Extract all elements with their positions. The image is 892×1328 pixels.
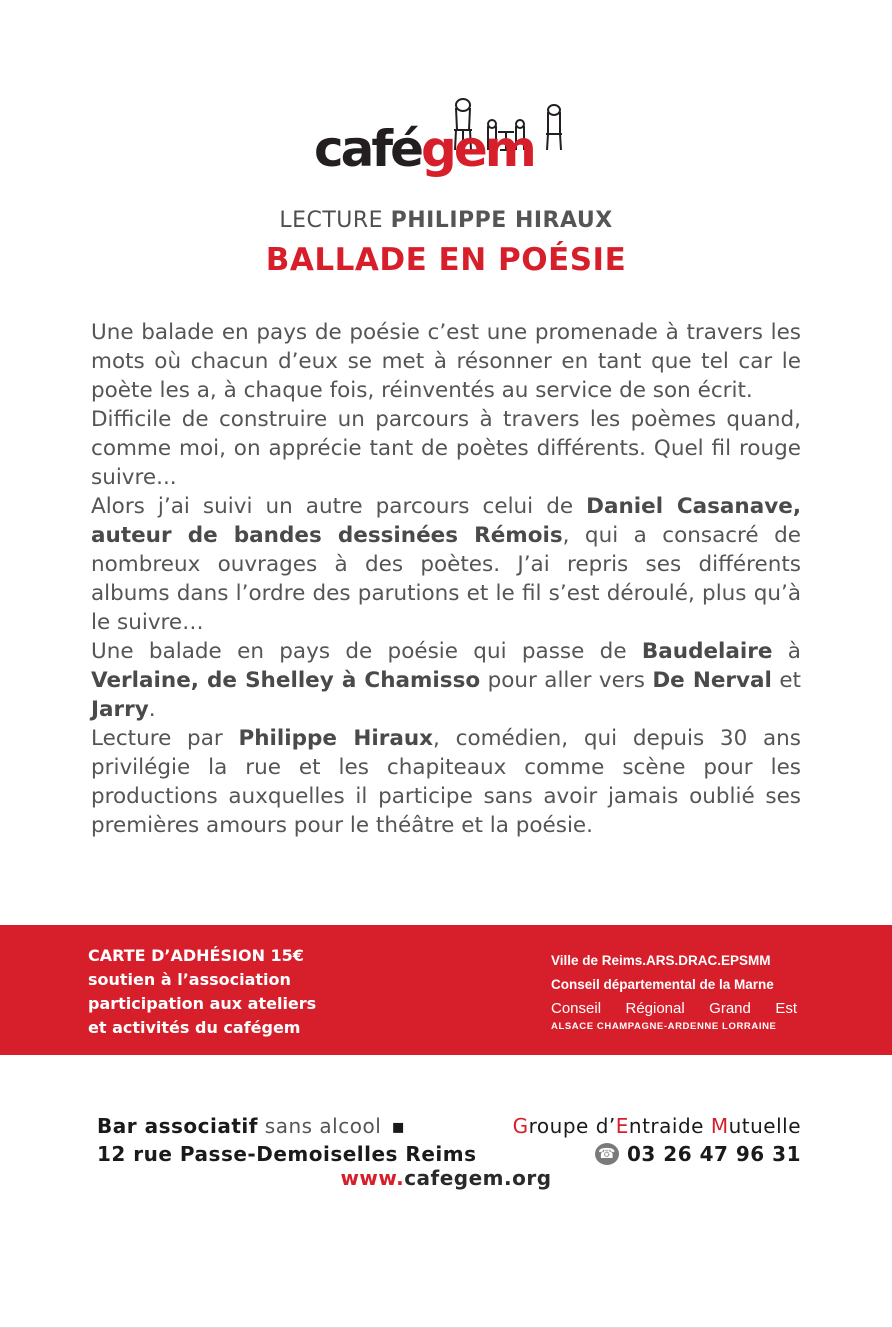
membership-line: soutien à l’association <box>88 970 291 989</box>
p4-text: et <box>771 668 801 693</box>
gem-word: utuelle <box>728 1114 801 1138</box>
gem-initial: G <box>512 1114 529 1138</box>
p5-text-end: , comédien, qui depuis 30 ans privilégie la rue et les chapiteaux comme scène pour les productions auxquelles il participe sans avoir jamais oublié ses premières amours pour le théâtre et la poésie. <box>91 726 801 838</box>
gem-initial: E <box>615 1114 629 1138</box>
paragraph-2: Difficile de construire un parcours à travers les poèmes quand, comme moi, on apprécie tant de poètes différents. Quel fil rouge suivre... <box>91 407 801 490</box>
subtitle-name: PHILIPPE HIRAUX <box>390 208 613 233</box>
sponsor-line-1: Ville de Reims.ARS.DRAC.EPSMM <box>551 953 771 968</box>
sponsor-word: Régional <box>625 1000 685 1017</box>
p4-bold-verlaine: Verlaine, de Shelley à Chamisso <box>91 668 481 693</box>
membership-line: participation aux ateliers <box>88 994 317 1013</box>
phone-contact <box>595 1142 801 1166</box>
footer-info <box>97 1112 801 1168</box>
p3-text: Alors j’ai suivi un autre parcours celui de <box>91 494 587 519</box>
p5-bold-name: Philippe Hiraux <box>238 726 434 751</box>
event-description <box>91 318 801 840</box>
bar-bold: Bar associatif <box>97 1114 258 1138</box>
p3-text-end: , qui a consacré de nombreux ouvrages à des poètes. J’ai repris ses différents albums dans l’ordre des parutions et le fil s’est déroulé, plus qu’à le suivre… <box>91 523 801 635</box>
p4-bold-nerval: De Nerval <box>652 668 772 693</box>
membership-info <box>88 944 316 1040</box>
gem-word: ntraide <box>628 1114 711 1138</box>
p4-bold-baudelaire: Baudelaire <box>641 639 773 664</box>
phone-number: 03 26 47 96 31 <box>626 1142 801 1166</box>
subtitle-prefix: LECTURE <box>279 208 384 233</box>
paragraph-4 <box>91 637 801 724</box>
sponsor-line-3 <box>551 997 797 1021</box>
paragraph-3 <box>91 492 801 637</box>
logo-text-gem: gem <box>421 120 534 178</box>
membership-line: et activités du cafégem <box>88 1018 301 1037</box>
footer-line-1 <box>97 1112 801 1140</box>
gem-initial: M <box>710 1114 729 1138</box>
p4-text: Une balade en pays de poésie qui passe de <box>91 639 642 664</box>
sponsor-word: Conseil <box>551 1000 602 1017</box>
cafegem-logo <box>314 96 584 188</box>
telephone-icon: ☎ <box>595 1143 619 1165</box>
footer-line-2 <box>97 1140 801 1168</box>
sponsor-word: Est <box>775 1000 797 1017</box>
p5-text: Lecture par <box>91 726 239 751</box>
website-domain: cafegem.org <box>404 1166 552 1190</box>
sponsor-word: Grand <box>709 1000 751 1017</box>
p3-bold: Daniel Casanave, auteur de bandes dessinées Rémois <box>91 494 801 548</box>
p4-text: pour aller vers <box>480 668 653 693</box>
gem-word: roupe d’ <box>528 1114 616 1138</box>
membership-line: CARTE D’ADHÉSION 15€ <box>88 946 304 965</box>
event-title: BALLADE EN POÉSIE <box>265 242 627 278</box>
membership-band <box>0 925 892 1055</box>
p4-text: . <box>148 697 156 722</box>
sponsor-line-2: Conseil départemental de la Marne <box>551 977 774 992</box>
paragraph-5 <box>91 724 801 840</box>
sponsor-line-4: ALSACE CHAMPAGNE-ARDENNE LORRAINE <box>551 1021 777 1032</box>
address: 12 rue Passe-Demoiselles Reims <box>97 1142 477 1166</box>
bar-light: sans alcool <box>264 1114 382 1138</box>
website-www: www. <box>340 1166 405 1190</box>
event-subtitle <box>0 208 892 233</box>
separator-icon: ▪ <box>391 1114 406 1138</box>
website-link[interactable] <box>0 1166 892 1190</box>
logo-wordmark <box>314 120 534 178</box>
sponsors <box>551 949 797 1033</box>
paragraph-1: Une balade en pays de poésie c’est une promenade à travers les mots où chacun d’eux se met à résonner en tant que tel car le poète les a, à chaque fois, réinventés au service de son écrit. <box>91 320 801 403</box>
logo-text-cafe: café <box>314 120 422 178</box>
p4-bold-jarry: Jarry <box>91 697 149 722</box>
p4-text: à <box>772 639 801 664</box>
gem-acronym <box>513 1114 801 1138</box>
bar-description <box>97 1114 415 1138</box>
